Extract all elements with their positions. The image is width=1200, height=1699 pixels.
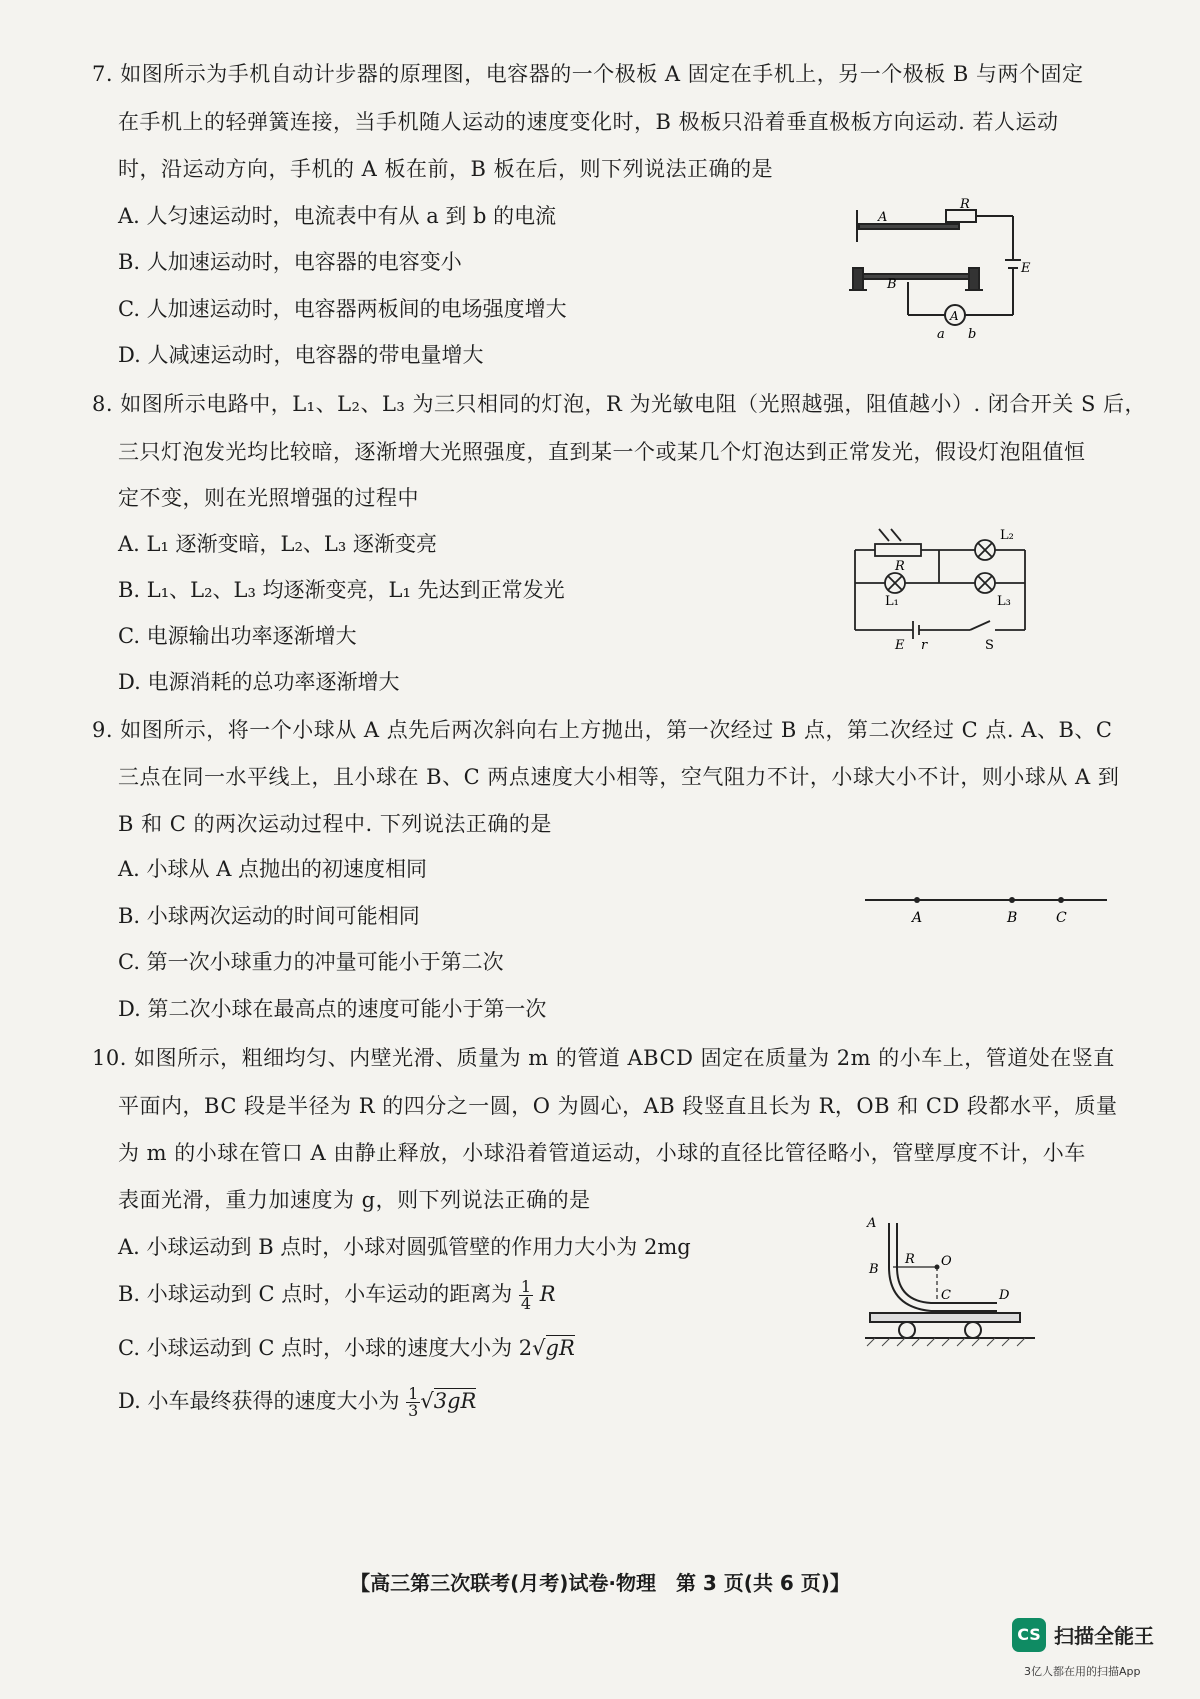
q7-option-a: A. 人匀速运动时，电流表中有从 a 到 b 的电流 bbox=[118, 204, 557, 228]
page-footer: 【高三第三次联考(月考)试卷·物理 第 3 页(共 6 页)】 bbox=[350, 1571, 850, 1595]
q8-stem-line-3: 定不变，则在光照增强的过程中 bbox=[118, 486, 419, 510]
q7-label-plate-a: A bbox=[878, 210, 888, 225]
q10-option-c-text: C. 小球运动到 C 点时，小球的速度大小为 2 bbox=[118, 1336, 533, 1360]
q10-option-d-fraction bbox=[406, 1386, 420, 1419]
q7-ammeter-symbol: A bbox=[950, 309, 959, 323]
q10-option-b-denominator: 4 bbox=[520, 1294, 532, 1313]
q10-label-radius: R bbox=[905, 1252, 915, 1267]
q10-option-d-text: D. 小车最终获得的速度大小为 bbox=[118, 1389, 400, 1413]
q10-option-b bbox=[118, 1278, 556, 1312]
q10-option-b-unit: R bbox=[539, 1282, 556, 1306]
q7-option-c: C. 人加速运动时，电容器两板间的电场强度增大 bbox=[118, 297, 567, 321]
q9-horizontal-line-figure bbox=[865, 890, 1110, 930]
q8-label-l3: L₃ bbox=[997, 594, 1011, 609]
q8-label-internal-r: r bbox=[921, 638, 928, 653]
q8-label-switch: S bbox=[985, 638, 994, 653]
q7-stem-line-1: 7. 如图所示为手机自动计步器的原理图，电容器的一个极板 A 固定在手机上，另一个极板 B 与两个固定 bbox=[92, 62, 1084, 86]
q9-option-c: C. 第一次小球重力的冲量可能小于第二次 bbox=[118, 950, 504, 974]
q8-stem-line-2: 三只灯泡发光均比较暗，逐渐增大光照强度，直到某一个或某几个灯泡达到正常发光，假设灯泡阻值恒 bbox=[118, 440, 1086, 464]
q10-label-center: O bbox=[941, 1254, 952, 1269]
q9-label-b: B bbox=[1007, 910, 1018, 926]
q8-photoresistor-circuit-figure bbox=[845, 515, 1035, 655]
q10-option-b-fraction bbox=[519, 1279, 533, 1312]
q10-stem-line-4: 表面光滑，重力加速度为 g，则下列说法正确的是 bbox=[118, 1188, 591, 1212]
q10-label-a: A bbox=[867, 1216, 877, 1231]
q9-option-b: B. 小球两次运动的时间可能相同 bbox=[118, 904, 420, 928]
camscanner-name: 扫描全能王 bbox=[1054, 1624, 1154, 1648]
camscanner-slogan: 3亿人都在用的扫描App bbox=[1024, 1665, 1141, 1678]
q8-label-l1: L₁ bbox=[885, 594, 899, 609]
q7-option-b: B. 人加速运动时，电容器的电容变小 bbox=[118, 250, 462, 274]
q8-option-d: D. 电源消耗的总功率逐渐增大 bbox=[118, 670, 400, 694]
q10-option-d bbox=[118, 1385, 476, 1419]
q9-label-c: C bbox=[1056, 910, 1067, 926]
q10-option-d-radicand: 3gR bbox=[433, 1389, 477, 1413]
q9-label-a: A bbox=[912, 910, 923, 926]
q10-option-d-sqrt-icon: √ bbox=[420, 1389, 434, 1413]
q9-stem-line-2: 三点在同一水平线上，且小球在 B、C 两点速度大小相等，空气阻力不计，小球大小不计，则小球从 A 到 bbox=[118, 765, 1120, 789]
q10-option-c bbox=[118, 1332, 575, 1362]
q7-label-resistor: R bbox=[960, 197, 970, 212]
q10-label-b: B bbox=[869, 1262, 879, 1277]
q10-option-c-radicand: gR bbox=[545, 1336, 575, 1360]
q7-capacitor-circuit-figure bbox=[845, 190, 1045, 350]
q10-option-d-denominator: 3 bbox=[408, 1401, 419, 1420]
q10-label-c: C bbox=[941, 1288, 951, 1303]
q8-option-b: B. L₁、L₂、L₃ 均逐渐变亮，L₁ 先达到正常发光 bbox=[118, 578, 565, 602]
q10-option-c-sqrt-icon: √ bbox=[532, 1336, 546, 1360]
q8-option-c: C. 电源输出功率逐渐增大 bbox=[118, 624, 357, 648]
q9-option-d: D. 第二次小球在最高点的速度可能小于第一次 bbox=[118, 997, 547, 1021]
q7-label-point-a: a bbox=[937, 327, 945, 342]
q10-option-a: A. 小球运动到 B 点时，小球对圆弧管壁的作用力大小为 2mg bbox=[118, 1235, 691, 1259]
q8-label-l2: L₂ bbox=[1000, 528, 1014, 543]
q7-option-d: D. 人减速运动时，电容器的带电量增大 bbox=[118, 343, 484, 367]
q7-label-emf: E bbox=[1021, 261, 1031, 276]
q10-option-b-numerator: 1 bbox=[520, 1277, 532, 1296]
q10-tube-cart-figure bbox=[865, 1215, 1045, 1360]
q7-label-plate-b: B bbox=[887, 277, 897, 292]
q10-stem-line-3: 为 m 的小球在管口 A 由静止释放，小球沿着管道运动，小球的直径比管径略小，管壁厚度不计，小车 bbox=[118, 1141, 1086, 1165]
q10-stem-line-2: 平面内，BC 段是半径为 R 的四分之一圆，O 为圆心，AB 段竖直且长为 R，OB 和 CD 段都水平，质量 bbox=[118, 1094, 1118, 1118]
q7-stem-line-3: 时，沿运动方向，手机的 A 板在前，B 板在后，则下列说法正确的是 bbox=[118, 157, 774, 181]
q10-stem-line-1: 10. 如图所示，粗细均匀、内壁光滑、质量为 m 的管道 ABCD 固定在质量为 2m 的小车上，管道处在竖直 bbox=[92, 1046, 1115, 1070]
q8-label-resistor: R bbox=[895, 559, 905, 574]
q9-option-a: A. 小球从 A 点抛出的初速度相同 bbox=[118, 857, 428, 881]
q9-stem-line-3: B 和 C 的两次运动过程中. 下列说法正确的是 bbox=[118, 812, 552, 836]
q10-option-d-numerator: 1 bbox=[408, 1384, 419, 1403]
q8-stem-line-1: 8. 如图所示电路中，L₁、L₂、L₃ 为三只相同的灯泡，R 为光敏电阻（光照越强，阻值越小）. 闭合开关 S 后， bbox=[92, 392, 1147, 416]
q10-option-b-text: B. 小球运动到 C 点时，小车运动的距离为 bbox=[118, 1282, 513, 1306]
camscanner-logo-icon: CS bbox=[1012, 1618, 1046, 1652]
q7-label-point-b: b bbox=[968, 327, 977, 342]
q8-option-a: A. L₁ 逐渐变暗，L₂、L₃ 逐渐变亮 bbox=[118, 532, 437, 556]
q8-label-emf: E bbox=[895, 638, 905, 653]
q7-stem-line-2: 在手机上的轻弹簧连接，当手机随人运动的速度变化时，B 极板只沿着垂直极板方向运动. 若人运动 bbox=[118, 110, 1059, 134]
q10-label-d: D bbox=[999, 1288, 1010, 1303]
q9-stem-line-1: 9. 如图所示，将一个小球从 A 点先后两次斜向右上方抛出，第一次经过 B 点，第二次经过 C 点. A、B、C bbox=[92, 718, 1113, 742]
